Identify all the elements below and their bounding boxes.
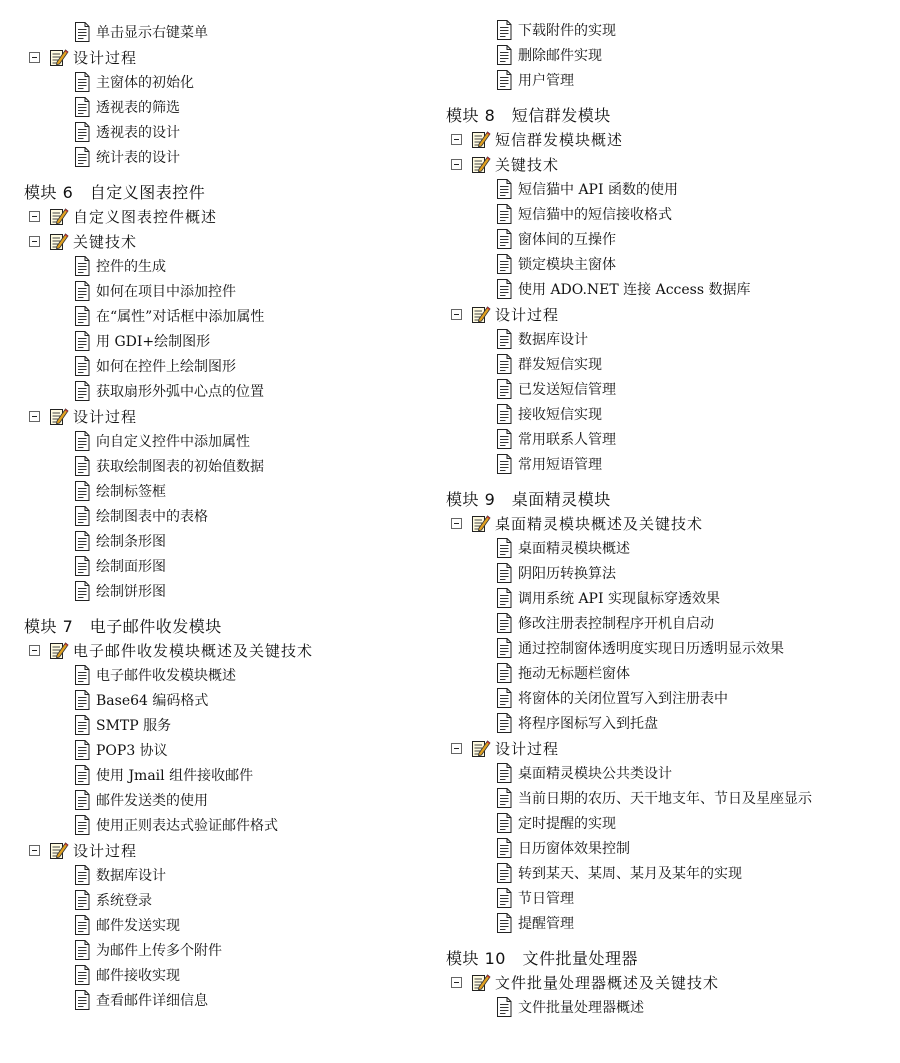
item-label: 当前日期的农历、天干地支年、节日及星座显示 <box>518 791 812 807</box>
edit-document-icon <box>49 206 69 226</box>
document-icon <box>74 481 90 501</box>
document-icon <box>74 890 90 910</box>
document-icon <box>74 72 90 92</box>
toc-item-row[interactable] <box>74 329 210 353</box>
document-icon <box>496 663 512 683</box>
toc-item-row[interactable] <box>74 713 171 737</box>
document-icon <box>74 356 90 376</box>
toc-item-row[interactable] <box>74 145 180 169</box>
collapse-toggle-icon[interactable] <box>451 134 462 145</box>
item-label: SMTP 服务 <box>96 718 172 734</box>
item-label: 邮件接收实现 <box>96 968 180 984</box>
collapse-toggle-icon[interactable] <box>29 236 40 247</box>
toc-item-row[interactable] <box>74 963 180 987</box>
toc-item-row[interactable] <box>74 279 236 303</box>
item-label: POP3 协议 <box>96 743 168 759</box>
document-icon <box>496 429 512 449</box>
edit-document-icon <box>471 738 491 758</box>
item-label: 日历窗体效果控制 <box>518 841 630 857</box>
item-label: 查看邮件详细信息 <box>96 993 208 1009</box>
document-icon <box>496 229 512 249</box>
document-icon <box>74 865 90 885</box>
toc-item-row[interactable] <box>496 636 784 660</box>
item-label: 将窗体的关闭位置写入到注册表中 <box>518 691 728 707</box>
toc-item-row[interactable] <box>496 68 574 92</box>
section-label: 短信群发模块概述 <box>495 130 624 149</box>
section-label: 设计过程 <box>73 841 138 860</box>
item-label: 邮件发送类的使用 <box>96 793 208 809</box>
collapse-toggle-icon[interactable] <box>451 309 462 320</box>
toc-item-row[interactable] <box>74 738 168 762</box>
toc-item-row[interactable] <box>74 554 166 578</box>
document-icon <box>74 22 90 42</box>
document-icon <box>496 70 512 90</box>
document-icon <box>496 913 512 933</box>
document-icon <box>74 740 90 760</box>
edit-document-icon <box>471 304 491 324</box>
collapse-toggle-icon[interactable] <box>29 211 40 222</box>
toc-item-row[interactable] <box>74 304 264 328</box>
section-label: 自定义图表控件概述 <box>73 207 218 226</box>
item-label: 桌面精灵模块概述 <box>518 541 630 557</box>
toc-item-row[interactable] <box>74 120 180 144</box>
module-heading: 模块 7 电子邮件收发模块 <box>24 617 222 636</box>
toc-item-row[interactable] <box>74 988 208 1012</box>
toc-section-row[interactable] <box>29 229 137 253</box>
item-label: 单击显示右键菜单 <box>96 25 208 41</box>
document-icon <box>496 888 512 908</box>
toc-item-row[interactable] <box>496 277 751 301</box>
item-label: 下载附件的实现 <box>518 23 616 39</box>
toc-item-row[interactable] <box>496 811 616 835</box>
document-icon <box>74 147 90 167</box>
toc-section-row[interactable] <box>451 302 559 326</box>
toc-item-row[interactable] <box>496 18 616 42</box>
item-label: 阴阳历转换算法 <box>518 566 616 582</box>
item-label: 电子邮件收发模块概述 <box>96 668 236 684</box>
item-label: 向自定义控件中添加属性 <box>96 434 250 450</box>
item-label: 接收短信实现 <box>518 407 602 423</box>
document-icon <box>496 788 512 808</box>
document-icon <box>496 454 512 474</box>
item-label: 统计表的设计 <box>96 150 180 166</box>
toc-item-row[interactable] <box>496 836 630 860</box>
document-icon <box>496 613 512 633</box>
document-icon <box>496 379 512 399</box>
collapse-toggle-icon[interactable] <box>29 52 40 63</box>
toc-item-row[interactable] <box>74 479 166 503</box>
document-icon <box>74 531 90 551</box>
document-icon <box>74 581 90 601</box>
item-label: 常用短语管理 <box>518 457 602 473</box>
edit-document-icon <box>471 972 491 992</box>
toc-item-row[interactable] <box>496 761 672 785</box>
toc-item-row[interactable] <box>74 688 208 712</box>
document-icon <box>496 204 512 224</box>
module-heading: 模块 6 自定义图表控件 <box>24 183 206 202</box>
item-label: 绘制面形图 <box>96 559 166 575</box>
item-label: 将程序图标写入到托盘 <box>518 716 658 732</box>
item-label: 窗体间的互操作 <box>518 232 616 248</box>
toc-section-row[interactable] <box>29 404 137 428</box>
item-label: 使用 ADO.NET 连接 Access 数据库 <box>518 282 751 298</box>
document-icon <box>74 256 90 276</box>
toc-item-row[interactable] <box>496 327 588 351</box>
document-icon <box>74 815 90 835</box>
toc-section-row[interactable] <box>451 970 719 994</box>
document-icon <box>74 940 90 960</box>
edit-document-icon <box>471 129 491 149</box>
toc-item-row[interactable] <box>496 786 812 810</box>
item-label: 系统登录 <box>96 893 152 909</box>
item-label: 主窗体的初始化 <box>96 75 194 91</box>
item-label: 获取扇形外弧中心点的位置 <box>96 384 264 400</box>
toc-item-row[interactable] <box>496 177 678 201</box>
toc-item-row[interactable] <box>496 661 630 685</box>
toc-item-row[interactable] <box>496 452 602 476</box>
item-label: 数据库设计 <box>96 868 166 884</box>
document-icon <box>496 279 512 299</box>
item-label: Base64 编码格式 <box>96 693 209 709</box>
item-label: 绘制饼形图 <box>96 584 166 600</box>
edit-document-icon <box>49 47 69 67</box>
item-label: 在“属性”对话框中添加属性 <box>96 309 265 325</box>
item-label: 通过控制窗体透明度实现日历透明显示效果 <box>518 641 784 657</box>
toc-section-row[interactable] <box>451 152 559 176</box>
item-label: 数据库设计 <box>518 332 588 348</box>
toc-item-row[interactable] <box>496 561 616 585</box>
document-icon <box>496 354 512 374</box>
toc-item-row[interactable] <box>496 227 616 251</box>
toc-item-row[interactable] <box>74 663 236 687</box>
toc-item-row[interactable] <box>74 379 264 403</box>
item-label: 为邮件上传多个附件 <box>96 943 222 959</box>
edit-document-icon <box>49 406 69 426</box>
edit-document-icon <box>471 513 491 533</box>
document-icon <box>496 20 512 40</box>
document-icon <box>74 506 90 526</box>
document-icon <box>74 431 90 451</box>
toc-item-row[interactable] <box>74 913 180 937</box>
document-icon <box>74 965 90 985</box>
item-label: 使用 Jmail 组件接收邮件 <box>96 768 254 784</box>
toc-item-row[interactable] <box>496 377 616 401</box>
item-label: 调用系统 API 实现鼠标穿透效果 <box>518 591 720 607</box>
item-label: 短信猫中 API 函数的使用 <box>518 182 678 198</box>
toc-item-row[interactable] <box>496 202 672 226</box>
toc-item-row[interactable] <box>74 863 166 887</box>
section-label: 设计过程 <box>73 407 138 426</box>
edit-document-icon <box>471 154 491 174</box>
toc-item-row[interactable] <box>74 788 208 812</box>
item-label: 群发短信实现 <box>518 357 602 373</box>
toc-item-row[interactable] <box>496 43 602 67</box>
toc-item-row[interactable] <box>496 427 616 451</box>
item-label: 删除邮件实现 <box>518 48 602 64</box>
item-label: 绘制标签框 <box>96 484 166 500</box>
section-label: 电子邮件收发模块概述及关键技术 <box>73 641 314 660</box>
section-label: 设计过程 <box>495 305 560 324</box>
document-icon <box>496 404 512 424</box>
document-icon <box>496 838 512 858</box>
document-icon <box>496 813 512 833</box>
item-label: 透视表的筛选 <box>96 100 180 116</box>
document-icon <box>496 588 512 608</box>
section-label: 关键技术 <box>73 232 138 251</box>
document-icon <box>74 790 90 810</box>
item-label: 转到某天、某周、某月及某年的实现 <box>518 866 742 882</box>
collapse-toggle-icon[interactable] <box>29 411 40 422</box>
toc-item-row[interactable] <box>496 886 574 910</box>
document-icon <box>74 97 90 117</box>
toc-section-row[interactable] <box>451 511 703 535</box>
toc-item-row[interactable] <box>74 529 166 553</box>
document-icon <box>496 763 512 783</box>
toc-item-row[interactable] <box>74 254 166 278</box>
document-icon <box>74 306 90 326</box>
item-label: 绘制条形图 <box>96 534 166 550</box>
document-icon <box>74 915 90 935</box>
edit-document-icon <box>49 231 69 251</box>
document-icon <box>74 456 90 476</box>
section-label: 文件批量处理器概述及关键技术 <box>495 973 720 992</box>
section-label: 桌面精灵模块概述及关键技术 <box>495 514 704 533</box>
toc-item-row[interactable] <box>74 504 208 528</box>
document-icon <box>74 122 90 142</box>
edit-document-icon <box>49 840 69 860</box>
toc-item-row[interactable] <box>74 579 166 603</box>
item-label: 绘制图表中的表格 <box>96 509 208 525</box>
module-heading: 模块 9 桌面精灵模块 <box>446 490 611 509</box>
collapse-toggle-icon[interactable] <box>451 743 462 754</box>
item-label: 透视表的设计 <box>96 125 180 141</box>
document-icon <box>496 563 512 583</box>
document-icon <box>74 381 90 401</box>
document-icon <box>496 863 512 883</box>
document-icon <box>496 45 512 65</box>
document-icon <box>74 281 90 301</box>
toc-item-row[interactable] <box>74 454 264 478</box>
item-label: 控件的生成 <box>96 259 166 275</box>
toc-item-row[interactable] <box>74 70 194 94</box>
item-label: 用户管理 <box>518 73 574 89</box>
toc-item-row[interactable] <box>74 354 236 378</box>
document-icon <box>74 990 90 1010</box>
document-icon <box>496 638 512 658</box>
item-label: 修改注册表控制程序开机自启动 <box>518 616 714 632</box>
item-label: 如何在控件上绘制图形 <box>96 359 236 375</box>
toc-item-row[interactable] <box>74 813 278 837</box>
toc-section-row[interactable] <box>29 45 137 69</box>
toc-section-row[interactable] <box>29 638 313 662</box>
item-label: 邮件发送实现 <box>96 918 180 934</box>
toc-item-row[interactable] <box>496 995 644 1019</box>
item-label: 提醒管理 <box>518 916 574 932</box>
toc-item-row[interactable] <box>496 536 630 560</box>
item-label: 定时提醒的实现 <box>518 816 616 832</box>
toc-section-row[interactable] <box>451 127 623 151</box>
toc-item-row[interactable] <box>74 429 250 453</box>
toc-item-row[interactable] <box>74 20 208 44</box>
toc-item-row[interactable] <box>496 252 616 276</box>
item-label: 锁定模块主窗体 <box>518 257 616 273</box>
section-label: 关键技术 <box>495 155 560 174</box>
toc-item-row[interactable] <box>496 352 602 376</box>
item-label: 常用联系人管理 <box>518 432 616 448</box>
item-label: 用 GDI+绘制图形 <box>96 334 211 350</box>
toc-item-row[interactable] <box>74 763 253 787</box>
document-icon <box>496 329 512 349</box>
module-heading: 模块 8 短信群发模块 <box>446 106 611 125</box>
item-label: 桌面精灵模块公共类设计 <box>518 766 672 782</box>
document-icon <box>74 556 90 576</box>
document-icon <box>74 331 90 351</box>
item-label: 节日管理 <box>518 891 574 907</box>
item-label: 已发送短信管理 <box>518 382 616 398</box>
toc-item-row[interactable] <box>496 611 714 635</box>
toc-section-row[interactable] <box>29 838 137 862</box>
item-label: 文件批量处理器概述 <box>518 1000 644 1016</box>
item-label: 拖动无标题栏窗体 <box>518 666 630 682</box>
toc-item-row[interactable] <box>496 586 720 610</box>
toc-item-row[interactable] <box>496 402 602 426</box>
toc-item-row[interactable] <box>74 888 152 912</box>
toc-item-row[interactable] <box>496 861 742 885</box>
edit-document-icon <box>49 640 69 660</box>
toc-item-row[interactable] <box>74 938 222 962</box>
document-icon <box>496 688 512 708</box>
document-icon <box>496 713 512 733</box>
collapse-toggle-icon[interactable] <box>29 645 40 656</box>
collapse-toggle-icon[interactable] <box>29 845 40 856</box>
document-icon <box>74 765 90 785</box>
section-label: 设计过程 <box>495 739 560 758</box>
section-label: 设计过程 <box>73 48 138 67</box>
document-icon <box>74 715 90 735</box>
document-icon <box>496 538 512 558</box>
collapse-toggle-icon[interactable] <box>451 977 462 988</box>
collapse-toggle-icon[interactable] <box>451 159 462 170</box>
toc-section-row[interactable] <box>451 736 559 760</box>
toc-section-row[interactable] <box>29 204 217 228</box>
collapse-toggle-icon[interactable] <box>451 518 462 529</box>
document-icon <box>496 254 512 274</box>
toc-item-row[interactable] <box>496 686 728 710</box>
toc-item-row[interactable] <box>74 95 180 119</box>
module-heading: 模块 10 文件批量处理器 <box>446 949 638 968</box>
document-icon <box>496 997 512 1017</box>
toc-item-row[interactable] <box>496 911 574 935</box>
document-icon <box>74 690 90 710</box>
item-label: 如何在项目中添加控件 <box>96 284 236 300</box>
item-label: 短信猫中的短信接收格式 <box>518 207 672 223</box>
document-icon <box>496 179 512 199</box>
item-label: 使用正则表达式验证邮件格式 <box>96 818 278 834</box>
item-label: 获取绘制图表的初始值数据 <box>96 459 264 475</box>
document-icon <box>74 665 90 685</box>
toc-item-row[interactable] <box>496 711 658 735</box>
